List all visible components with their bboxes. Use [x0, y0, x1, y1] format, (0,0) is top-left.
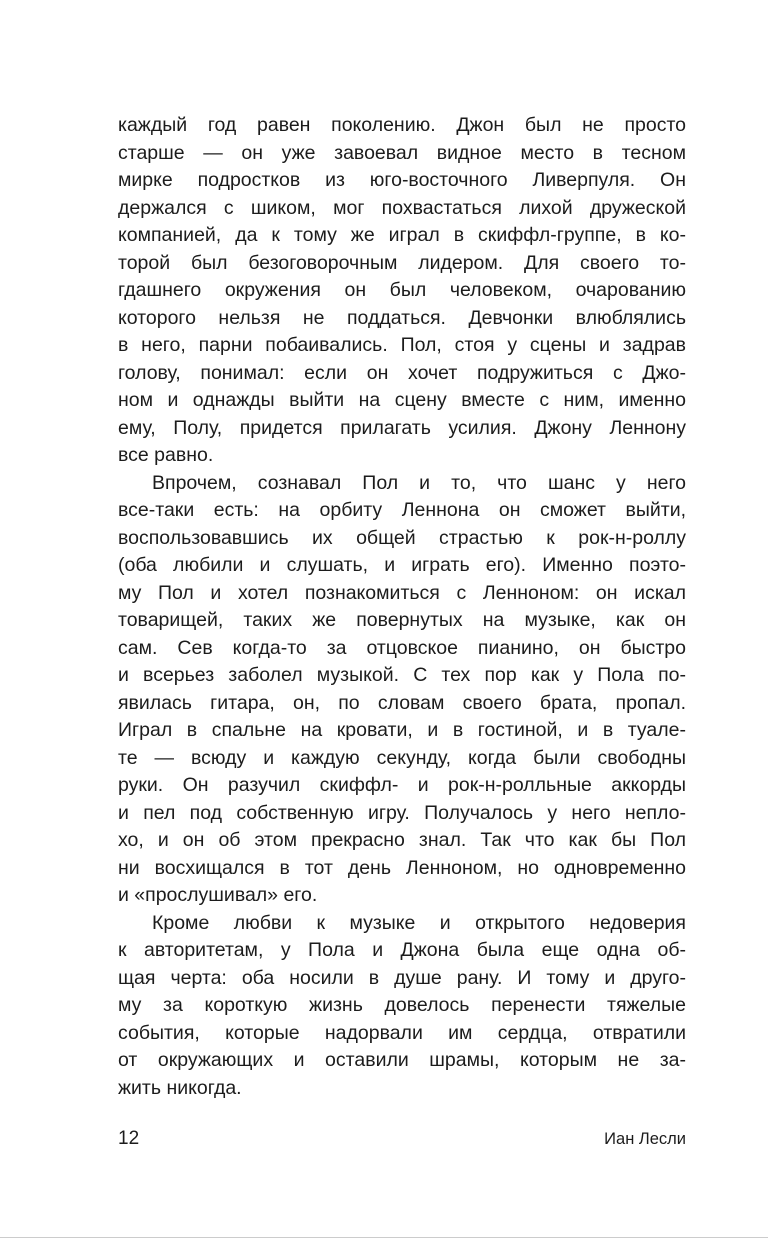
text-line: компанией, да к тому же играл в скиффл-группе, в ко- [118, 224, 686, 246]
text-line: гдашнего окружения он был человеком, очарованию [118, 279, 686, 301]
text-line: мирке подростков из юго-восточного Ливерпуля. Он [118, 169, 686, 191]
text-line: руки. Он разучил скиффл- и рок-н-ролльные аккорды [118, 774, 686, 796]
text-line: и всерьез заболел музыкой. С тех пор как у Пола по- [118, 664, 686, 686]
text-line: Впрочем, сознавал Пол и то, что шанс у него [152, 471, 686, 494]
text-line: каждый год равен поколению. Джон был не просто [118, 114, 686, 136]
paragraph [118, 112, 686, 470]
text-line: явилась гитара, он, по словам своего брата, пропал. [118, 691, 686, 714]
text-line: ном и однажды выйти на сцену вместе с ним, именно [118, 389, 686, 411]
text-line: щая черта: оба носили в душе рану. И тому и друго- [118, 966, 686, 989]
page-bottom-edge [0, 1237, 768, 1238]
text-line: старше — он уже завоевал видное место в тесном [118, 141, 686, 164]
paragraph [118, 910, 686, 1103]
text-line: жить никогда. [118, 1076, 242, 1099]
text-line: сам. Сев когда-то за отцовское пианино, он быстро [118, 636, 686, 659]
text-line: и пел под собственную игру. Получалось у него непло- [118, 801, 686, 824]
text-line: торой был безоговорочным лидером. Для своего то- [118, 251, 686, 274]
text-line: и «прослушивал» его. [118, 884, 318, 906]
text-line: ему, Полу, придется прилагать усилия. Джону Леннону [118, 416, 686, 439]
text-line: му за короткую жизнь довелось перенести тяжелые [118, 994, 686, 1016]
text-line: товарищей, таких же повернутых на музыке, как он [118, 609, 686, 631]
text-line: ни восхищался в тот день Ленноном, но одновременно [118, 856, 686, 879]
text-line: которого нельзя не поддаться. Девчонки влюблялись [118, 306, 686, 329]
text-line: все-таки есть: на орбиту Леннона он сможет выйти, [118, 499, 686, 521]
text-line: к авторитетам, у Пола и Джона была еще одна об- [118, 939, 686, 961]
text-line: хо, и он об этом прекрасно знал. Так что как бы Пол [118, 829, 686, 851]
running-footer-author: Иан Лесли [604, 1130, 686, 1148]
text-line: воспользовавшись их общей страстью к рок-н-роллу [118, 526, 686, 549]
text-line: события, которые надорвали им сердца, отвратили [118, 1021, 686, 1044]
text-line: Кроме любви к музыке и открытого недоверия [152, 911, 686, 934]
text-line: (оба любили и слушать, и играть его). Именно поэто- [118, 554, 686, 576]
page-number: 12 [118, 1128, 140, 1149]
text-line: все равно. [118, 444, 214, 466]
text-line: в него, парни побаивались. Пол, стоя у сцены и задрав [118, 334, 686, 356]
text-line: держался с шиком, мог похвастаться лихой дружеской [118, 196, 686, 219]
text-line: от окружающих и оставили шрамы, которым не за- [118, 1049, 686, 1071]
text-line: му Пол и хотел познакомиться с Ленноном: он искал [118, 581, 686, 604]
body-text [118, 112, 686, 1102]
text-line: те — всюду и каждую секунду, когда были свободны [118, 746, 686, 769]
text-line: Играл в спальне на кровати, и в гостиной, и в туале- [118, 719, 686, 741]
text-line: голову, понимал: если он хочет подружиться с Джо- [118, 361, 686, 384]
page-footer [118, 1128, 686, 1150]
paragraph [118, 470, 686, 910]
